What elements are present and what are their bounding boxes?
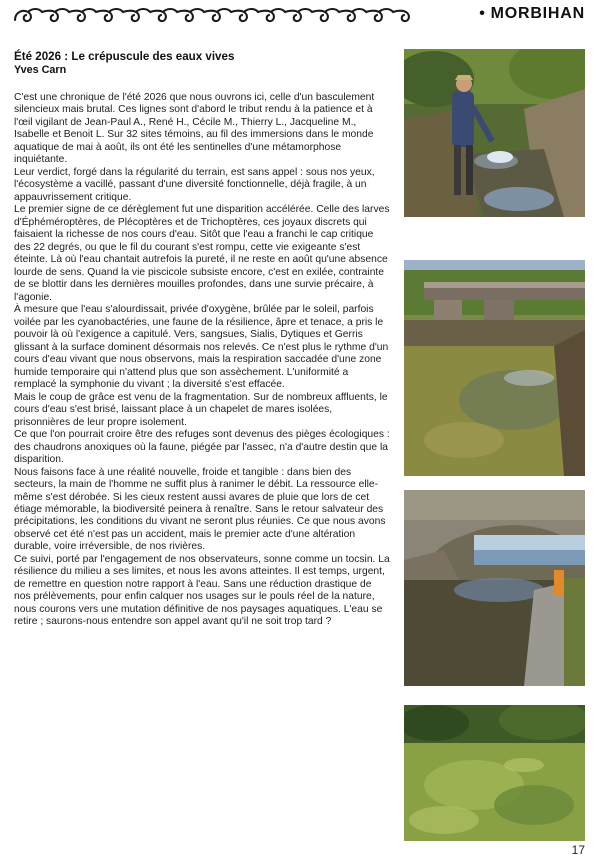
section-name: MORBIHAN — [490, 5, 585, 22]
article-author: Yves Carn — [14, 64, 67, 76]
page-number: 17 — [571, 843, 585, 857]
paragraph: C'est une chronique de l'été 2026 que nous ouvrons ici, celle d'un basculement silencieux mais brutal. Ces lignes sont d'abord le tribut rendu à la patience et à l'œil vigilant de Jean-Paul A., René H., Cécile M., Thierry L., Jacqueline M., Isabelle et Benoit L. Sur 32 sites témoins, au fil des immersions dans le monde aquatique de mai à août, ils ont été les sentinelles d'une métamorphose inquiétante. — [14, 92, 375, 166]
paragraph: Ce que l'on pourrait croire être des refuges sont devenus des pièges écologiques : des chaudrons anoxiques où la faune, piégée par l'assec, n'a d'autre destin que la disparition. — [14, 429, 390, 466]
article-body — [14, 92, 390, 629]
paragraph: Mais le coup de grâce est venu de la fragmentation. Sur de nombreux affluents, le cours d'eau s'est brisé, laissant place à un chapelet de mares isolées, prisonnières de leur propre isolement. — [14, 391, 388, 428]
section-label: • MORBIHAN — [479, 5, 585, 22]
wave-decoration — [12, 6, 414, 28]
paragraph: Leur verdict, forgé dans la régularité du terrain, est sans appel : sous nos yeux, l'écosystème a vacillé, passant d'une diversité fonctionnelle, déjà fragile, à un appauvrissement critique. — [14, 166, 375, 203]
photo-stagnant-algae-pool — [404, 705, 585, 841]
paragraph: À mesure que l'eau s'alourdissait, privée d'oxygène, brûlée par le soleil, parfois voilée par les cyanobactéries, une faune de la résilience, âpre et tenace, a pris le pouvoir là où l'exigence a capitulé. Vers, sangsues, Sialis, Dytiques et Gerris glissant à la surface dominent désormais nos relevés. Ce n'est plus le rythme d'un cours d'eau vivant que nous observons, mais la respiration saccadée d'une zone humide temporaire qui n'attend plus que son assèchement. L'uniformité a remplacé la symphonie du vivant ; la diversité s'est effacée. — [14, 304, 389, 391]
paragraph: Le premier signe de ce dérèglement fut une disparition accélérée. Celle des larves d'Éphéméroptères, de Plécoptères et de Trichoptères, ces joyaux discrets qui faisaient la richesse de nos cours d'eau. Sitôt que l'eau a franchi le cap critique des 22 degrés, ou que le fil du courant s'est rompu, cette vie exigeante s'est éteinte. Là où l'eau chantait autrefois la pureté, il ne reste en août qu'une absence lourde de sens. Quand la vie piscicole subsiste encore, c'est en exilée, contrainte de se blottir dans les dernières mouilles profondes, dans une survie précaire, à l'agonie. — [14, 204, 390, 303]
article-title: Été 2026 : Le crépuscule des eaux vives — [14, 50, 235, 63]
photo-observer-in-stream — [404, 49, 585, 217]
page-header — [0, 0, 605, 34]
photo-bridge-over-low-river — [404, 260, 585, 476]
paragraph: Ce suivi, porté par l'engagement de nos observateurs, sonne comme un tocsin. La résilience du milieu a ses limites, et nous les avons atteintes. Il est temps, urgent, de remettre en question notre rapport à l'eau. Sans une réduction drastique de nos prélèvements, pour enfin calquer nos usages sur le pouls réel de la nature, nous courons vers une mutation définitive de nos paysages aquatiques. L'eau se retire ; saurons-nous entendre son appel avant qu'il ne soit trop tard ? — [14, 553, 390, 628]
paragraph: Nous faisons face à une réalité nouvelle, froide et tangible : dans bien des secteurs, la main de l'homme ne suffit plus à ranimer le débit. La ressource elle-même s'est dérobée. Si les cieux restent aussi avares de pluie que lors de cet étiage mémorable, la biodiversité peinera à renaître. Sans le retour salvateur des précipitations, les conditions du vivant ne seront plus réunies. Ce que nous avons observé cet été n'est pas un accident, mais le premier acte d'une altération durable, voire irréversible, de nos rivières. — [14, 466, 386, 553]
photo-stone-arch-bridge — [404, 490, 585, 686]
